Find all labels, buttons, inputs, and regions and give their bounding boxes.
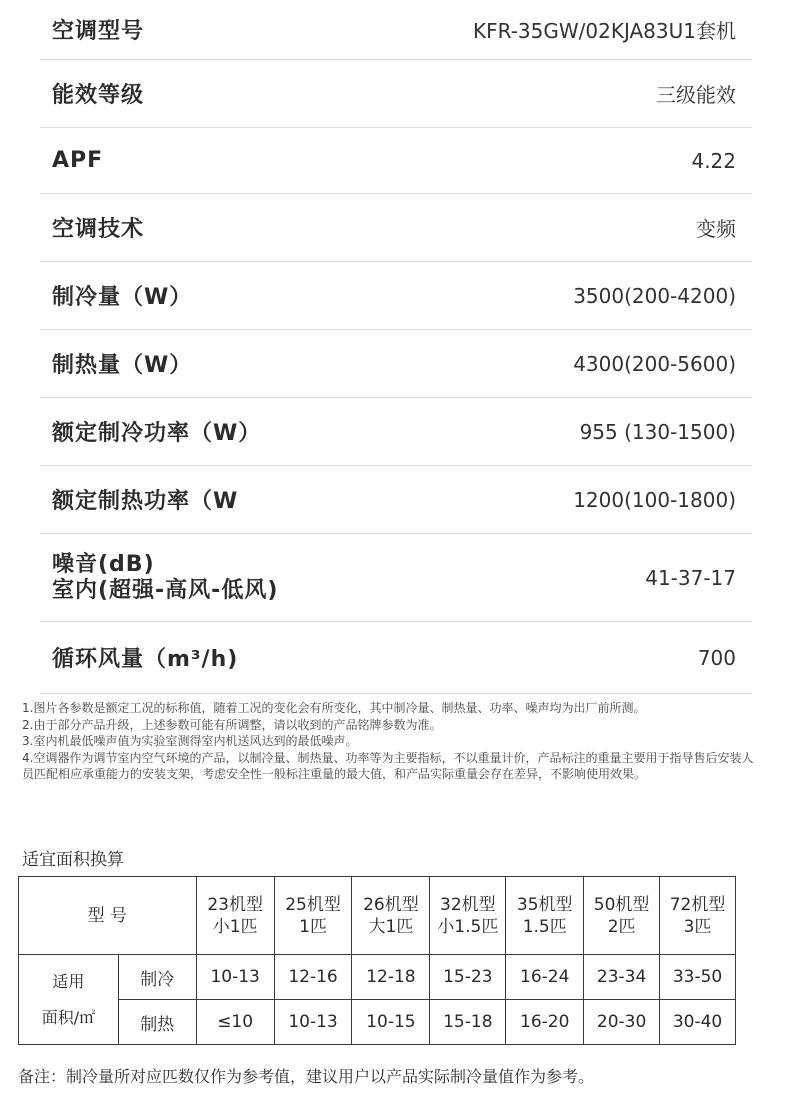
notes — [22, 700, 762, 783]
cooling-value: 10-13 — [196, 955, 274, 1000]
note-item: 1.图片各参数是额定工况的标称值，随着工况的变化会有所变化，其中制冷量、制热量、功率、噪声均为出厂前所测。 — [22, 701, 646, 715]
spec-label: 空调型号 — [52, 19, 145, 44]
heating-value: 10-15 — [352, 1000, 430, 1045]
spec-value: 4.22 — [691, 148, 736, 173]
spec-row-cooling-power — [40, 398, 752, 466]
spec-label — [40, 552, 278, 604]
model-cell: 25机型 1匹 — [274, 877, 352, 955]
spec-row-noise — [40, 534, 752, 622]
spec-row-heating-capacity — [40, 330, 752, 398]
area-label: 适用 面积/㎡ — [19, 955, 119, 1045]
cooling-value: 16-24 — [506, 955, 584, 1000]
heating-value: 30-40 — [660, 1000, 736, 1045]
spec-value: 4300(200-5600) — [573, 351, 736, 376]
spec-value: 41-37-17 — [645, 565, 736, 590]
heating-value: 10-13 — [274, 1000, 352, 1045]
heating-value: 20-30 — [584, 1000, 660, 1045]
spec-row-cooling-capacity — [40, 262, 752, 330]
cooling-value: 12-16 — [274, 955, 352, 1000]
model-cell: 72机型 3匹 — [660, 877, 736, 955]
spec-label: 能效等级 — [52, 83, 145, 108]
spec-value: 1200(100-1800) — [573, 487, 736, 512]
spec-row-model — [40, 0, 752, 60]
spec-value: 700 — [697, 645, 736, 670]
heating-row — [19, 1000, 736, 1045]
note-item: 3.室内机最低噪声值为实验室测得室内机送风达到的最低噪声。 — [22, 734, 358, 748]
spec-row-efficiency — [40, 60, 752, 128]
heating-value: 15-18 — [430, 1000, 506, 1045]
spec-value: 955 (130-1500) — [579, 419, 736, 444]
spec-label: 额定制热功率（W — [52, 489, 239, 514]
spec-label: 制冷量（W） — [52, 285, 193, 310]
model-cell: 35机型 1.5匹 — [506, 877, 584, 955]
spec-value: 3500(200-4200) — [573, 283, 736, 308]
cooling-value: 33-50 — [660, 955, 736, 1000]
model-cell: 26机型 大1匹 — [352, 877, 430, 955]
table-header-row — [19, 877, 736, 955]
spec-row-airflow — [40, 622, 752, 694]
heating-value: ≤10 — [196, 1000, 274, 1045]
heating-value: 16-20 — [506, 1000, 584, 1045]
note-item: 2.由于部分产品升级，上述参数可能有所调整，请以收到的产品铭牌参数为准。 — [22, 717, 442, 732]
model-cell: 50机型 2匹 — [584, 877, 660, 955]
cooling-value: 23-34 — [584, 955, 660, 1000]
heating-label: 制热 — [118, 1000, 196, 1045]
noise-label-line1: 噪音(dB) — [52, 551, 155, 577]
spec-value: 三级能效 — [656, 83, 736, 107]
footnote: 备注：制冷量所对应匹数仅作为参考值，建议用户以产品实际制冷量值作为参考。 — [18, 1067, 595, 1086]
spec-row-technology — [40, 194, 752, 262]
cooling-label: 制冷 — [118, 955, 196, 1000]
area-table — [18, 876, 736, 1045]
noise-label-line2: 室内(超强-高风-低风) — [52, 577, 279, 603]
spec-label: APF — [52, 148, 104, 173]
spec-row-heating-power — [40, 466, 752, 534]
cooling-row — [19, 955, 736, 1000]
spec-value: 变频 — [696, 217, 736, 241]
model-cell: 23机型 小1匹 — [196, 877, 274, 955]
spec-row-apf — [40, 128, 752, 194]
spec-label: 额定制冷功率（W） — [52, 421, 262, 446]
spec-label: 空调技术 — [52, 217, 145, 242]
area-table-title: 适宜面积换算 — [22, 850, 124, 870]
spec-label: 循环风量（m³/h) — [52, 647, 239, 672]
spec-label: 制热量（W） — [52, 353, 193, 378]
model-cell: 32机型 小1.5匹 — [430, 877, 506, 955]
cooling-value: 12-18 — [352, 955, 430, 1000]
model-header: 型 号 — [19, 877, 197, 955]
cooling-value: 15-23 — [430, 955, 506, 1000]
spec-value: KFR-35GW/02KJA83U1套机 — [473, 19, 736, 43]
note-item: 4.空调器作为调节室内空气环境的产品，以制冷量、制热量、功率等为主要指标，不以重量计价，产品标注的重量主要用于指导售后安装人员匹配相应承重能力的安装支架，考虑安全性一般标注重量的最大值，和产品实际重量会存在差异，不影响使用效果。 — [22, 750, 754, 781]
